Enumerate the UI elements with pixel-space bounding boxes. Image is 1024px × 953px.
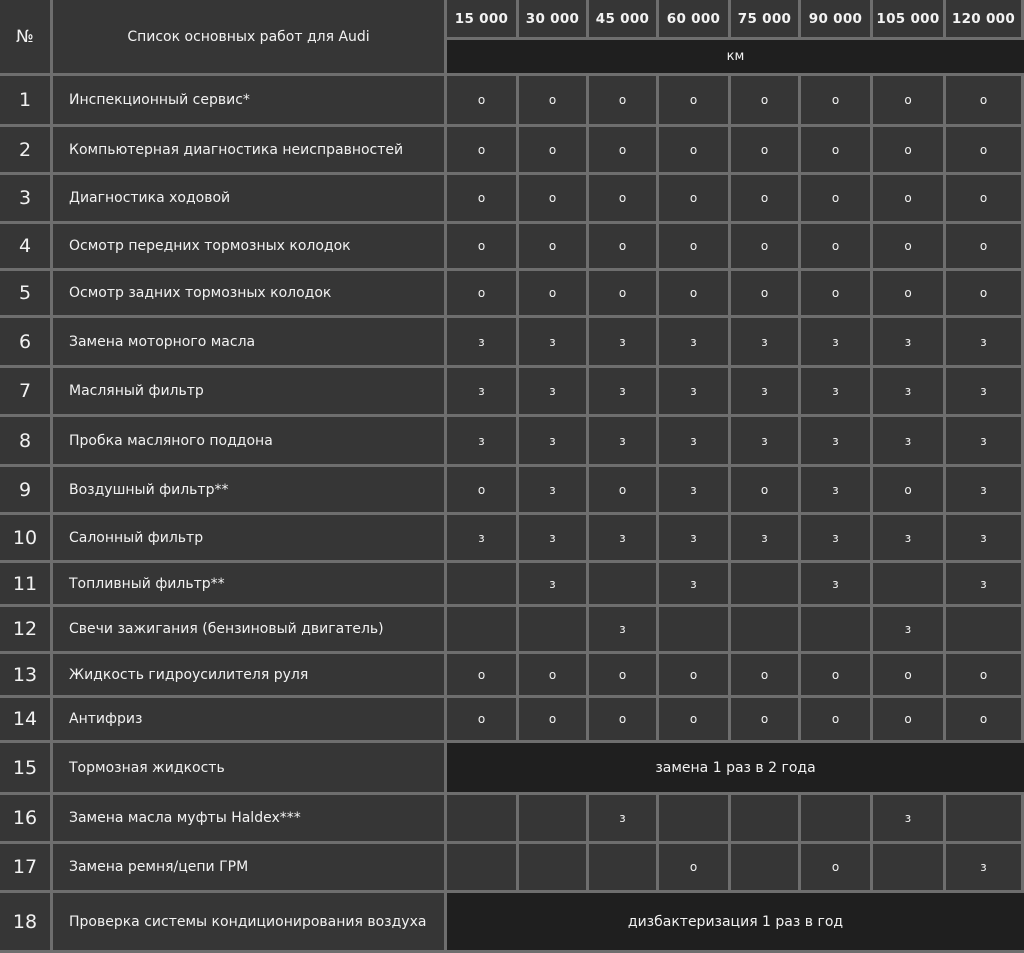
row-number: 11	[0, 563, 53, 607]
service-cell	[659, 795, 731, 844]
service-cell: о	[873, 654, 946, 698]
service-cell: о	[801, 844, 873, 893]
service-cell	[589, 563, 659, 607]
work-name: Замена ремня/цепи ГРМ	[53, 844, 447, 893]
service-cell: о	[801, 76, 873, 127]
table-row	[0, 795, 1024, 844]
service-cell: з	[731, 318, 801, 368]
service-cell: о	[946, 698, 1024, 743]
service-cell: з	[946, 515, 1024, 563]
service-cell: о	[659, 271, 731, 318]
service-cell: з	[519, 563, 589, 607]
row-number: 14	[0, 698, 53, 743]
service-cell: о	[447, 224, 519, 271]
service-cell: з	[801, 515, 873, 563]
service-cell: о	[801, 698, 873, 743]
table-row	[0, 127, 1024, 175]
table-row	[0, 654, 1024, 698]
service-cell: о	[946, 127, 1024, 175]
service-cell	[447, 563, 519, 607]
service-cell: з	[589, 795, 659, 844]
row-number: 13	[0, 654, 53, 698]
mileage-header: 60 000	[659, 0, 731, 40]
service-cell: о	[946, 271, 1024, 318]
service-cell: з	[519, 368, 589, 417]
service-cell	[659, 607, 731, 654]
service-cell: о	[731, 271, 801, 318]
service-cell: з	[873, 607, 946, 654]
service-cell: о	[731, 175, 801, 224]
service-cell: з	[946, 563, 1024, 607]
service-cell: о	[589, 175, 659, 224]
work-name: Пробка масляного поддона	[53, 417, 447, 467]
service-cell: о	[447, 654, 519, 698]
service-cell: о	[731, 224, 801, 271]
service-cell: о	[589, 654, 659, 698]
mileage-header: 120 000	[946, 0, 1024, 40]
work-list-header: Список основных работ для Audi	[53, 0, 447, 76]
work-name: Осмотр задних тормозных колодок	[53, 271, 447, 318]
table-row	[0, 698, 1024, 743]
service-cell: з	[589, 515, 659, 563]
work-name: Масляный фильтр	[53, 368, 447, 417]
service-cell: з	[447, 368, 519, 417]
service-cell: о	[447, 175, 519, 224]
service-cell: з	[873, 318, 946, 368]
service-cell: о	[447, 467, 519, 515]
service-cell	[447, 795, 519, 844]
service-cell: з	[589, 318, 659, 368]
service-cell: о	[731, 76, 801, 127]
row-number: 6	[0, 318, 53, 368]
service-cell: о	[801, 271, 873, 318]
service-cell: о	[447, 271, 519, 318]
service-cell: о	[801, 654, 873, 698]
work-name: Жидкость гидроусилителя руля	[53, 654, 447, 698]
service-cell: о	[731, 127, 801, 175]
service-cell	[873, 844, 946, 893]
table-row	[0, 743, 1024, 795]
service-cell: о	[873, 175, 946, 224]
service-cell: о	[659, 654, 731, 698]
table-row	[0, 175, 1024, 224]
service-cell	[731, 607, 801, 654]
service-cell: о	[447, 698, 519, 743]
service-cell	[801, 795, 873, 844]
mileage-header: 45 000	[589, 0, 659, 40]
service-cell: о	[519, 175, 589, 224]
service-cell: з	[659, 368, 731, 417]
work-name: Замена масла муфты Haldex***	[53, 795, 447, 844]
service-cell	[801, 607, 873, 654]
service-cell: з	[447, 515, 519, 563]
service-cell: з	[873, 417, 946, 467]
service-cell	[519, 844, 589, 893]
service-cell: з	[519, 467, 589, 515]
service-cell	[447, 607, 519, 654]
row-number: 9	[0, 467, 53, 515]
table-row	[0, 318, 1024, 368]
service-cell: з	[589, 368, 659, 417]
service-cell: з	[801, 467, 873, 515]
service-cell: з	[946, 417, 1024, 467]
work-name: Замена моторного масла	[53, 318, 447, 368]
service-cell: о	[519, 127, 589, 175]
service-cell: о	[589, 76, 659, 127]
table-row	[0, 368, 1024, 417]
work-name: Тормозная жидкость	[53, 743, 447, 795]
service-cell: о	[946, 175, 1024, 224]
row-number: 5	[0, 271, 53, 318]
work-name: Осмотр передних тормозных колодок	[53, 224, 447, 271]
service-cell: о	[659, 175, 731, 224]
service-cell: з	[873, 368, 946, 417]
service-cell: з	[731, 417, 801, 467]
service-cell: з	[589, 417, 659, 467]
service-cell	[946, 607, 1024, 654]
service-cell: о	[946, 654, 1024, 698]
service-cell	[519, 795, 589, 844]
table-row	[0, 224, 1024, 271]
service-cell	[731, 795, 801, 844]
work-name: Антифриз	[53, 698, 447, 743]
work-name: Салонный фильтр	[53, 515, 447, 563]
mileage-header: 30 000	[519, 0, 589, 40]
work-name: Компьютерная диагностика неисправностей	[53, 127, 447, 175]
table-row	[0, 844, 1024, 893]
service-cell: о	[447, 127, 519, 175]
service-cell: о	[873, 271, 946, 318]
table-row	[0, 271, 1024, 318]
mileage-header: 105 000	[873, 0, 946, 40]
service-cell: о	[731, 698, 801, 743]
service-cell: з	[659, 467, 731, 515]
service-cell: о	[589, 271, 659, 318]
row-number: 8	[0, 417, 53, 467]
service-cell: о	[801, 224, 873, 271]
row-number: 3	[0, 175, 53, 224]
row-number: 7	[0, 368, 53, 417]
service-cell: о	[873, 127, 946, 175]
mileage-header: 75 000	[731, 0, 801, 40]
service-cell: о	[519, 654, 589, 698]
work-name: Воздушный фильтр**	[53, 467, 447, 515]
work-name: Топливный фильтр**	[53, 563, 447, 607]
row-number: 17	[0, 844, 53, 893]
service-cell: з	[946, 318, 1024, 368]
service-cell: о	[946, 224, 1024, 271]
service-cell	[589, 844, 659, 893]
mileage-header: 15 000	[447, 0, 519, 40]
service-cell: о	[659, 127, 731, 175]
service-cell: о	[519, 224, 589, 271]
service-cell: з	[659, 417, 731, 467]
table-row	[0, 515, 1024, 563]
service-cell: о	[731, 467, 801, 515]
mileage-header: 90 000	[801, 0, 873, 40]
service-cell	[731, 844, 801, 893]
header-row	[0, 0, 1024, 40]
service-cell	[873, 563, 946, 607]
service-cell: з	[659, 318, 731, 368]
service-cell: з	[946, 844, 1024, 893]
service-cell: о	[519, 271, 589, 318]
table-body	[0, 76, 1024, 953]
service-cell: з	[946, 368, 1024, 417]
service-cell: з	[731, 515, 801, 563]
service-cell	[731, 563, 801, 607]
service-cell: з	[519, 417, 589, 467]
service-cell: о	[659, 844, 731, 893]
service-cell: з	[801, 368, 873, 417]
service-cell: о	[946, 76, 1024, 127]
row-number: 10	[0, 515, 53, 563]
row-number: 16	[0, 795, 53, 844]
table-row	[0, 893, 1024, 953]
service-cell: з	[519, 318, 589, 368]
service-cell: о	[589, 467, 659, 515]
service-cell: о	[801, 175, 873, 224]
service-cell: з	[873, 515, 946, 563]
service-cell	[946, 795, 1024, 844]
service-cell: о	[873, 76, 946, 127]
service-cell: з	[801, 318, 873, 368]
service-cell: з	[659, 563, 731, 607]
row-number: 12	[0, 607, 53, 654]
service-cell: о	[873, 467, 946, 515]
service-cell: о	[447, 76, 519, 127]
interval-note: замена 1 раз в 2 года	[447, 743, 1024, 795]
work-name: Инспекционный сервис*	[53, 76, 447, 127]
service-cell: о	[659, 76, 731, 127]
service-cell: з	[801, 563, 873, 607]
service-cell: о	[731, 654, 801, 698]
number-column-header: №	[0, 0, 53, 76]
table-row	[0, 417, 1024, 467]
unit-label: км	[447, 40, 1024, 76]
table-row	[0, 563, 1024, 607]
service-cell: о	[519, 698, 589, 743]
service-cell: о	[589, 224, 659, 271]
row-number: 18	[0, 893, 53, 953]
work-name: Диагностика ходовой	[53, 175, 447, 224]
service-cell: о	[801, 127, 873, 175]
service-cell: з	[589, 607, 659, 654]
row-number: 1	[0, 76, 53, 127]
service-cell: о	[659, 698, 731, 743]
service-cell: з	[873, 795, 946, 844]
table-row	[0, 76, 1024, 127]
row-number: 2	[0, 127, 53, 175]
service-cell: з	[659, 515, 731, 563]
service-cell: з	[447, 417, 519, 467]
table-row	[0, 607, 1024, 654]
service-cell: о	[873, 698, 946, 743]
row-number: 4	[0, 224, 53, 271]
service-cell: з	[519, 515, 589, 563]
service-cell: з	[447, 318, 519, 368]
service-cell: о	[873, 224, 946, 271]
service-cell	[447, 844, 519, 893]
service-cell: о	[589, 698, 659, 743]
work-name: Проверка системы кондиционирования воздуха	[53, 893, 447, 953]
service-cell: о	[589, 127, 659, 175]
service-cell: з	[946, 467, 1024, 515]
service-cell: з	[801, 417, 873, 467]
interval-note: дизбактеризация 1 раз в год	[447, 893, 1024, 953]
service-cell: о	[659, 224, 731, 271]
service-cell: з	[731, 368, 801, 417]
work-name: Свечи зажигания (бензиновый двигатель)	[53, 607, 447, 654]
service-cell: о	[519, 76, 589, 127]
row-number: 15	[0, 743, 53, 795]
service-cell	[519, 607, 589, 654]
table-row	[0, 467, 1024, 515]
